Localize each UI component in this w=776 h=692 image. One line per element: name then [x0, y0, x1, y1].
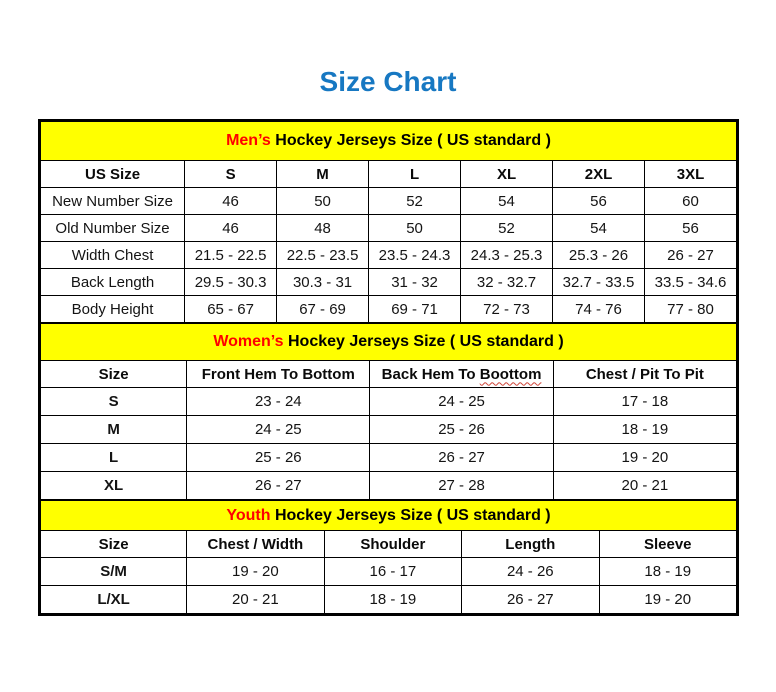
- column-header: L: [369, 161, 461, 188]
- column-header: Chest / Width: [187, 531, 324, 558]
- size-cell: 19 - 20: [599, 586, 736, 614]
- misspelled-word: Boottom: [479, 365, 542, 383]
- table-row: [41, 586, 737, 614]
- size-cell: 67 - 69: [277, 296, 369, 323]
- youth-title-highlight: Youth: [226, 506, 271, 524]
- column-header: XL: [461, 161, 553, 188]
- youth-title-text: Hockey Jerseys Size ( US standard ): [270, 506, 551, 524]
- size-cell: 23.5 - 24.3: [369, 242, 461, 269]
- size-cell: 56: [645, 215, 737, 242]
- column-header: 2XL: [553, 161, 645, 188]
- size-cell: 26 - 27: [370, 444, 553, 472]
- size-cell: 17 - 18: [553, 388, 736, 416]
- size-cell: 24.3 - 25.3: [461, 242, 553, 269]
- size-cell: 18 - 19: [324, 586, 461, 614]
- size-cell: 20 - 21: [187, 586, 324, 614]
- size-cell: 18 - 19: [553, 416, 736, 444]
- size-cell: 25 - 26: [187, 444, 370, 472]
- size-cell: 25.3 - 26: [553, 242, 645, 269]
- size-cell: 31 - 32: [369, 269, 461, 296]
- size-cell: 24 - 25: [187, 416, 370, 444]
- row-label: Width Chest: [41, 242, 185, 269]
- womens-header-row: [41, 361, 737, 388]
- row-label: Old Number Size: [41, 215, 185, 242]
- size-cell: 33.5 - 34.6: [645, 269, 737, 296]
- column-header: [370, 361, 553, 388]
- size-cell: 29.5 - 30.3: [185, 269, 277, 296]
- size-cell: 56: [553, 188, 645, 215]
- size-cell: 50: [369, 215, 461, 242]
- size-cell: 46: [185, 215, 277, 242]
- youth-section-band: [41, 501, 737, 531]
- row-label: L/XL: [41, 586, 187, 614]
- size-cell: 32 - 32.7: [461, 269, 553, 296]
- table-row: [41, 296, 737, 323]
- mens-section-title: [41, 122, 737, 161]
- size-cell: 23 - 24: [187, 388, 370, 416]
- size-cell: 26 - 27: [462, 586, 599, 614]
- size-chart-container: [38, 119, 739, 616]
- column-header: Front Hem To Bottom: [187, 361, 370, 388]
- size-cell: 46: [185, 188, 277, 215]
- table-row: [41, 188, 737, 215]
- column-header: 3XL: [645, 161, 737, 188]
- row-label: M: [41, 416, 187, 444]
- table-row: [41, 388, 737, 416]
- size-cell: 19 - 20: [187, 558, 324, 586]
- size-cell: 65 - 67: [185, 296, 277, 323]
- row-label: XL: [41, 472, 187, 500]
- column-header: Sleeve: [599, 531, 736, 558]
- table-row: [41, 472, 737, 500]
- womens-size-table: [40, 323, 737, 500]
- table-row: [41, 242, 737, 269]
- row-label: Body Height: [41, 296, 185, 323]
- column-header: Length: [462, 531, 599, 558]
- size-cell: 50: [277, 188, 369, 215]
- mens-size-table: [40, 121, 737, 323]
- size-cell: 16 - 17: [324, 558, 461, 586]
- size-cell: 22.5 - 23.5: [277, 242, 369, 269]
- size-cell: 21.5 - 22.5: [185, 242, 277, 269]
- size-cell: 48: [277, 215, 369, 242]
- womens-title-text: Hockey Jerseys Size ( US standard ): [283, 333, 564, 350]
- youth-section-title: [41, 501, 737, 531]
- mens-title-text: Hockey Jerseys Size ( US standard ): [270, 132, 551, 149]
- table-row: [41, 558, 737, 586]
- size-cell: 77 - 80: [645, 296, 737, 323]
- row-label: S: [41, 388, 187, 416]
- row-label: S/M: [41, 558, 187, 586]
- size-cell: 52: [369, 188, 461, 215]
- size-cell: 32.7 - 33.5: [553, 269, 645, 296]
- size-cell: 60: [645, 188, 737, 215]
- youth-size-table: [40, 500, 737, 614]
- mens-header-row: [41, 161, 737, 188]
- column-header: US Size: [41, 161, 185, 188]
- womens-section-band: [41, 324, 737, 361]
- size-cell: 24 - 26: [462, 558, 599, 586]
- column-header-text: Back Hem To: [381, 365, 480, 383]
- column-header: Size: [41, 361, 187, 388]
- column-header: Chest / Pit To Pit: [553, 361, 736, 388]
- size-cell: 72 - 73: [461, 296, 553, 323]
- column-header: Size: [41, 531, 187, 558]
- column-header: S: [185, 161, 277, 188]
- size-cell: 25 - 26: [370, 416, 553, 444]
- row-label: L: [41, 444, 187, 472]
- size-cell: 54: [553, 215, 645, 242]
- womens-section-title: [41, 324, 737, 361]
- table-row: [41, 215, 737, 242]
- row-label: Back Length: [41, 269, 185, 296]
- size-cell: 26 - 27: [187, 472, 370, 500]
- size-cell: 19 - 20: [553, 444, 736, 472]
- size-cell: 27 - 28: [370, 472, 553, 500]
- size-cell: 74 - 76: [553, 296, 645, 323]
- mens-section-band: [41, 122, 737, 161]
- size-cell: 30.3 - 31: [277, 269, 369, 296]
- size-cell: 52: [461, 215, 553, 242]
- youth-header-row: [41, 531, 737, 558]
- column-header: M: [277, 161, 369, 188]
- page-title: Size Chart: [319, 66, 457, 97]
- size-cell: 54: [461, 188, 553, 215]
- column-header: Shoulder: [324, 531, 461, 558]
- size-cell: 20 - 21: [553, 472, 736, 500]
- size-cell: 18 - 19: [599, 558, 736, 586]
- table-row: [41, 269, 737, 296]
- size-cell: 26 - 27: [645, 242, 737, 269]
- mens-title-highlight: Men’s: [226, 132, 271, 149]
- table-row: [41, 416, 737, 444]
- table-row: [41, 444, 737, 472]
- row-label: New Number Size: [41, 188, 185, 215]
- size-cell: 24 - 25: [370, 388, 553, 416]
- womens-title-highlight: Women’s: [213, 333, 284, 350]
- size-cell: 69 - 71: [369, 296, 461, 323]
